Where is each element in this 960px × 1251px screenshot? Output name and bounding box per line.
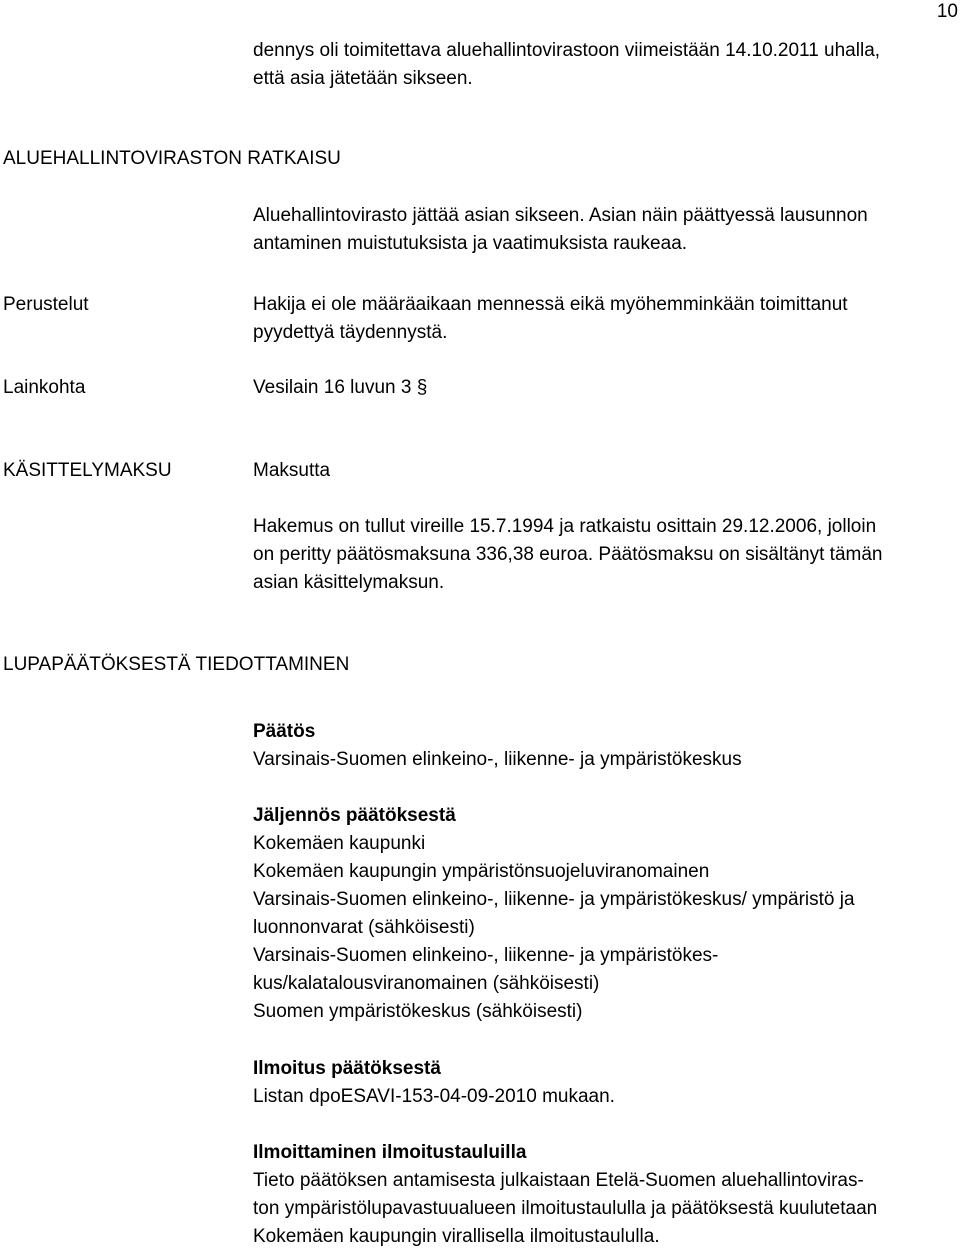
ilmoitustaulu-block xyxy=(253,1139,958,1251)
ilmoitus-block xyxy=(253,1055,958,1111)
perustelut-label: Perustelut xyxy=(3,294,89,315)
kasittelymaksu-value: Maksutta xyxy=(253,460,331,481)
kasittelymaksu-line: Hakemus on tullut vireille 15.7.1994 ja ratkaistu osittain 29.12.2006, jolloin xyxy=(253,516,877,537)
ratkaisu-line: antaminen muistutuksista ja vaatimuksista raukeaa. xyxy=(253,233,688,254)
ratkaisu-line: Aluehallintovirasto jättää asian sikseen. Asian näin päättyessä lausunnon xyxy=(253,205,868,226)
kasittelymaksu-line: on peritty päätösmaksuna 336,38 euroa. Päätösmaksu on sisältänyt tämän xyxy=(253,544,883,565)
intro-paragraph xyxy=(253,37,958,93)
lainkohta-label: Lainkohta xyxy=(3,377,86,398)
perustelut-line: Hakija ei ole määräaikaan mennessä eikä myöhemminkään toimittanut xyxy=(253,294,848,315)
intro-line: että asia jätetään sikseen. xyxy=(253,68,473,89)
kasittelymaksu-paragraph xyxy=(253,513,958,597)
paatos-block xyxy=(253,718,958,774)
jaljennos-line: luonnonvarat (sähköisesti) xyxy=(253,917,475,938)
kasittelymaksu-line: asian käsittelymaksun. xyxy=(253,572,445,593)
intro-line: dennys oli toimitettava aluehallintovirastoon viimeistään 14.10.2011 uhalla, xyxy=(253,40,881,61)
ilmoitustaulu-title: Ilmoittaminen ilmoitustauluilla xyxy=(253,1142,527,1163)
jaljennos-line: Varsinais-Suomen elinkeino-, liikenne- ja ympäristökeskus/ ympäristö ja xyxy=(253,889,855,910)
jaljennos-line: Kokemäen kaupungin ympäristönsuojeluviranomainen xyxy=(253,861,710,882)
lainkohta-text: Vesilain 16 luvun 3 § xyxy=(253,377,428,398)
perustelut-line: pyydettyä täydennystä. xyxy=(253,322,448,343)
kasittelymaksu-label: KÄSITTELYMAKSU xyxy=(3,460,172,481)
page-number: 10 xyxy=(936,1,958,22)
ratkaisu-heading: ALUEHALLINTOVIRASTON RATKAISU xyxy=(3,148,341,169)
jaljennos-block xyxy=(253,802,958,1026)
tiedottaminen-heading: LUPAPÄÄTÖKSESTÄ TIEDOTTAMINEN xyxy=(3,654,350,675)
paatos-line: Varsinais-Suomen elinkeino-, liikenne- ja ympäristökeskus xyxy=(253,749,742,770)
jaljennos-title: Jäljennös päätöksestä xyxy=(253,805,456,826)
ilmoitustaulu-line: ton ympäristölupavastuualueen ilmoitustaululla ja päätöksestä kuulutetaan xyxy=(253,1198,878,1219)
ilmoitus-title: Ilmoitus päätöksestä xyxy=(253,1058,441,1079)
ilmoitustaulu-line: Tieto päätöksen antamisesta julkaistaan Etelä-Suomen aluehallintoviras- xyxy=(253,1170,864,1191)
ratkaisu-paragraph xyxy=(253,202,958,258)
ilmoitustaulu-line: Kokemäen kaupungin virallisella ilmoitustaululla. xyxy=(253,1226,660,1247)
jaljennos-line: kus/kalatalousviranomainen (sähköisesti) xyxy=(253,973,600,994)
jaljennos-line: Suomen ympäristökeskus (sähköisesti) xyxy=(253,1001,583,1022)
ilmoitus-line: Listan dpoESAVI-153-04-09-2010 mukaan. xyxy=(253,1086,615,1107)
jaljennos-line: Kokemäen kaupunki xyxy=(253,833,426,854)
jaljennos-line: Varsinais-Suomen elinkeino-, liikenne- ja ympäristökes- xyxy=(253,945,719,966)
paatos-title: Päätös xyxy=(253,721,316,742)
perustelut-paragraph xyxy=(253,291,958,347)
